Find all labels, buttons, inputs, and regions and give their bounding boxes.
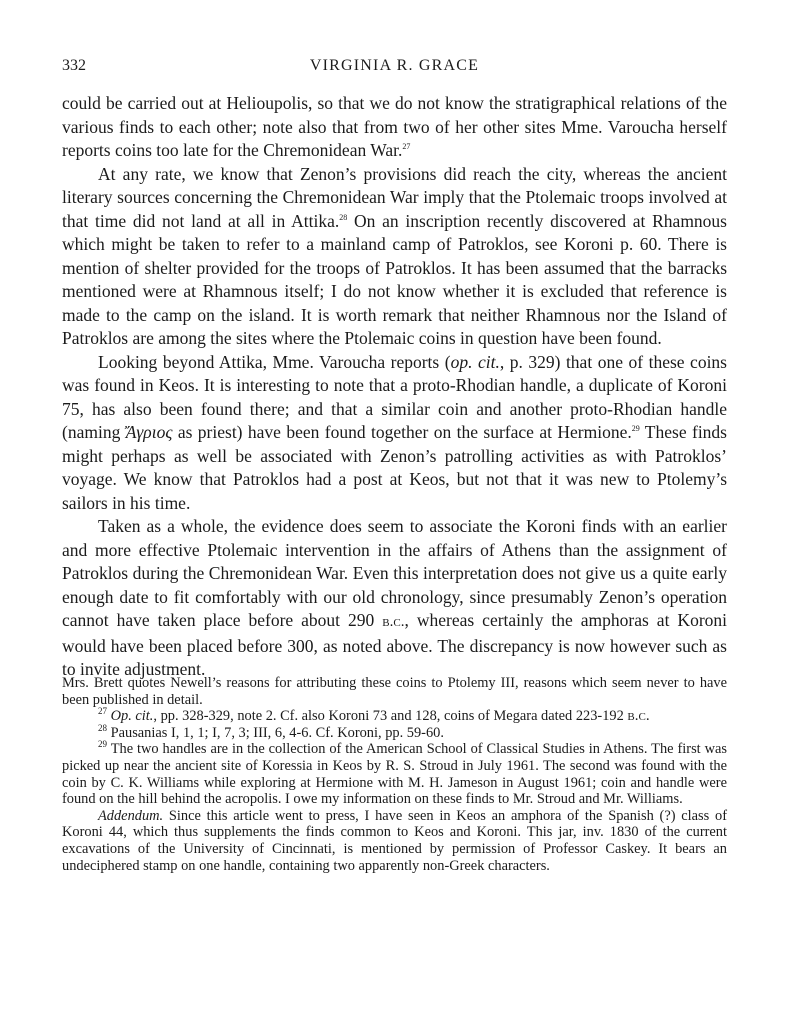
running-head: VIRGINIA R. GRACE bbox=[309, 57, 480, 74]
footnote-27-citation: Op. cit. bbox=[110, 708, 154, 725]
page-header bbox=[62, 57, 727, 81]
paragraph-3-text-b: , p. 329) that one of these coins was found in Keos. It is interesting to note that a proto-Rhodian handle, a duplicate of Koroni 75, has also been found there; and that a similar coin and another proto-Rhodian handle (naming bbox=[62, 351, 727, 442]
page-number: 332 bbox=[62, 57, 86, 74]
footnote-27-era: b.c. bbox=[627, 708, 650, 725]
footnote-ref-27: 27 bbox=[402, 142, 411, 152]
body-text bbox=[62, 92, 727, 682]
footnotes bbox=[62, 675, 727, 874]
paragraph-1 bbox=[62, 92, 727, 163]
paragraph-4 bbox=[62, 515, 727, 682]
footnote-27 bbox=[62, 708, 727, 725]
paragraph-2 bbox=[62, 163, 727, 351]
paragraph-4-text-a: Taken as a whole, the evidence does seem to associate the Koroni finds with an earlier and more effective Ptolemaic intervention in the affairs of Athens than the assignment of Patroklos during the Chremonidean War. Even this interpretation does not give us a quite early enough date to fit comfortably with our old chronology, since presumably Zenon’s operation cannot have taken place before about 290 bbox=[62, 516, 727, 630]
footnote-ref-28: 28 bbox=[339, 212, 348, 222]
era-abbreviation: b.c. bbox=[382, 614, 405, 630]
footnote-ref-29: 29 bbox=[631, 424, 640, 434]
paragraph-1-text: could be carried out at Helioupolis, so that we do not know the stratigraphical relations of the various finds to each other; note also that from two of her other sites Mme. Varoucha herself reports coins too late for the Chremonidean War. bbox=[62, 93, 727, 160]
paragraph-2-text-a: At any rate, we know that Zenon’s provisions did reach the city, whereas the ancient literary sources concerning the Chremonidean War imply that the Ptolemaic troops involved at that time did not land at all in Attika. bbox=[62, 163, 727, 231]
paragraph-3-text-d: These finds might perhaps as well be associated with Zenon’s patrolling activities as with Patroklos’ voyage. We know that Patroklos had a post at Keos, but not that it was new to Ptolemy’s sailors in his time. bbox=[62, 422, 727, 513]
greek-name: Ἄγριος bbox=[125, 422, 173, 442]
footnote-29-text: The two handles are in the collection of the American School of Classical Studies in Athens. The first was picked up near the ancient site of Koressia in Keos by R. S. Stroud in July 1961. The second was found with the coin by C. K. Williams while exploring at Hermione with M. H. Jameson in August 1961; coin and handle were found on the hill behind the acropolis. I owe my information on these finds to Mr. Stroud and Mr. Williams. bbox=[62, 741, 728, 808]
footnote-continuation: Mrs. Brett quotes Newell’s reasons for attributing these coins to Ptolemy III, reasons which seem never to have been published in detail. bbox=[62, 675, 727, 708]
footnote-27-number: 27 bbox=[98, 706, 107, 717]
paragraph-3-citation: op. cit. bbox=[450, 351, 500, 372]
paragraph-3-text-c: as priest) have been found together on the surface at Hermione. bbox=[172, 422, 632, 442]
paragraph-3-text-a: Looking beyond Attika, Mme. Varoucha reports ( bbox=[98, 351, 451, 372]
footnote-27-text: , pp. 328-329, note 2. Cf. also Koroni 73 and 128, coins of Megara dated 223-192 bbox=[153, 708, 628, 725]
addendum-label: Addendum. bbox=[98, 807, 164, 824]
paragraph-2-text-b: On an inscription recently discovered at Rhamnous which might be taken to refer to a mainland camp of Patroklos, see Koroni p. 60. There is mention of shelter provided for the troops of Patroklos. It has been assumed that the barracks mentioned were at Rhamnous itself; I do not know whether it is excluded that reference is made to the camp on the island. It is worth remark that neither Rhamnous nor the Island of Patroklos are among the sites where the Ptolemaic coins in question have been found. bbox=[62, 210, 727, 348]
footnote-28-number: 28 bbox=[98, 722, 107, 733]
addendum bbox=[62, 808, 727, 874]
paragraph-3 bbox=[62, 351, 727, 516]
footnote-28 bbox=[62, 722, 727, 742]
addendum-text: Since this article went to press, I have seen in Keos an amphora of the Spanish (?) class of Koroni 44, which thus supplements the finds common to Keos and Koroni. This jar, inv. 1830 of the current excavations of the University of Cincinnati, is mentioned by permission of Professor Caskey. It bears an undeciphered stamp on one handle, containing two apparently non-Greek characters. bbox=[62, 807, 727, 874]
paragraph-4-text-b: , whereas certainly the amphoras at Koroni would have been placed before 300, as noted above. The discrepancy is now however such as to invite adjustment. bbox=[62, 610, 728, 679]
footnote-29 bbox=[62, 741, 727, 807]
footnote-28-text: Pausanias I, 1, 1; I, 7, 3; III, 6, 4-6. Cf. Koroni, pp. 59-60. bbox=[110, 724, 444, 741]
footnote-29-number: 29 bbox=[98, 739, 107, 750]
